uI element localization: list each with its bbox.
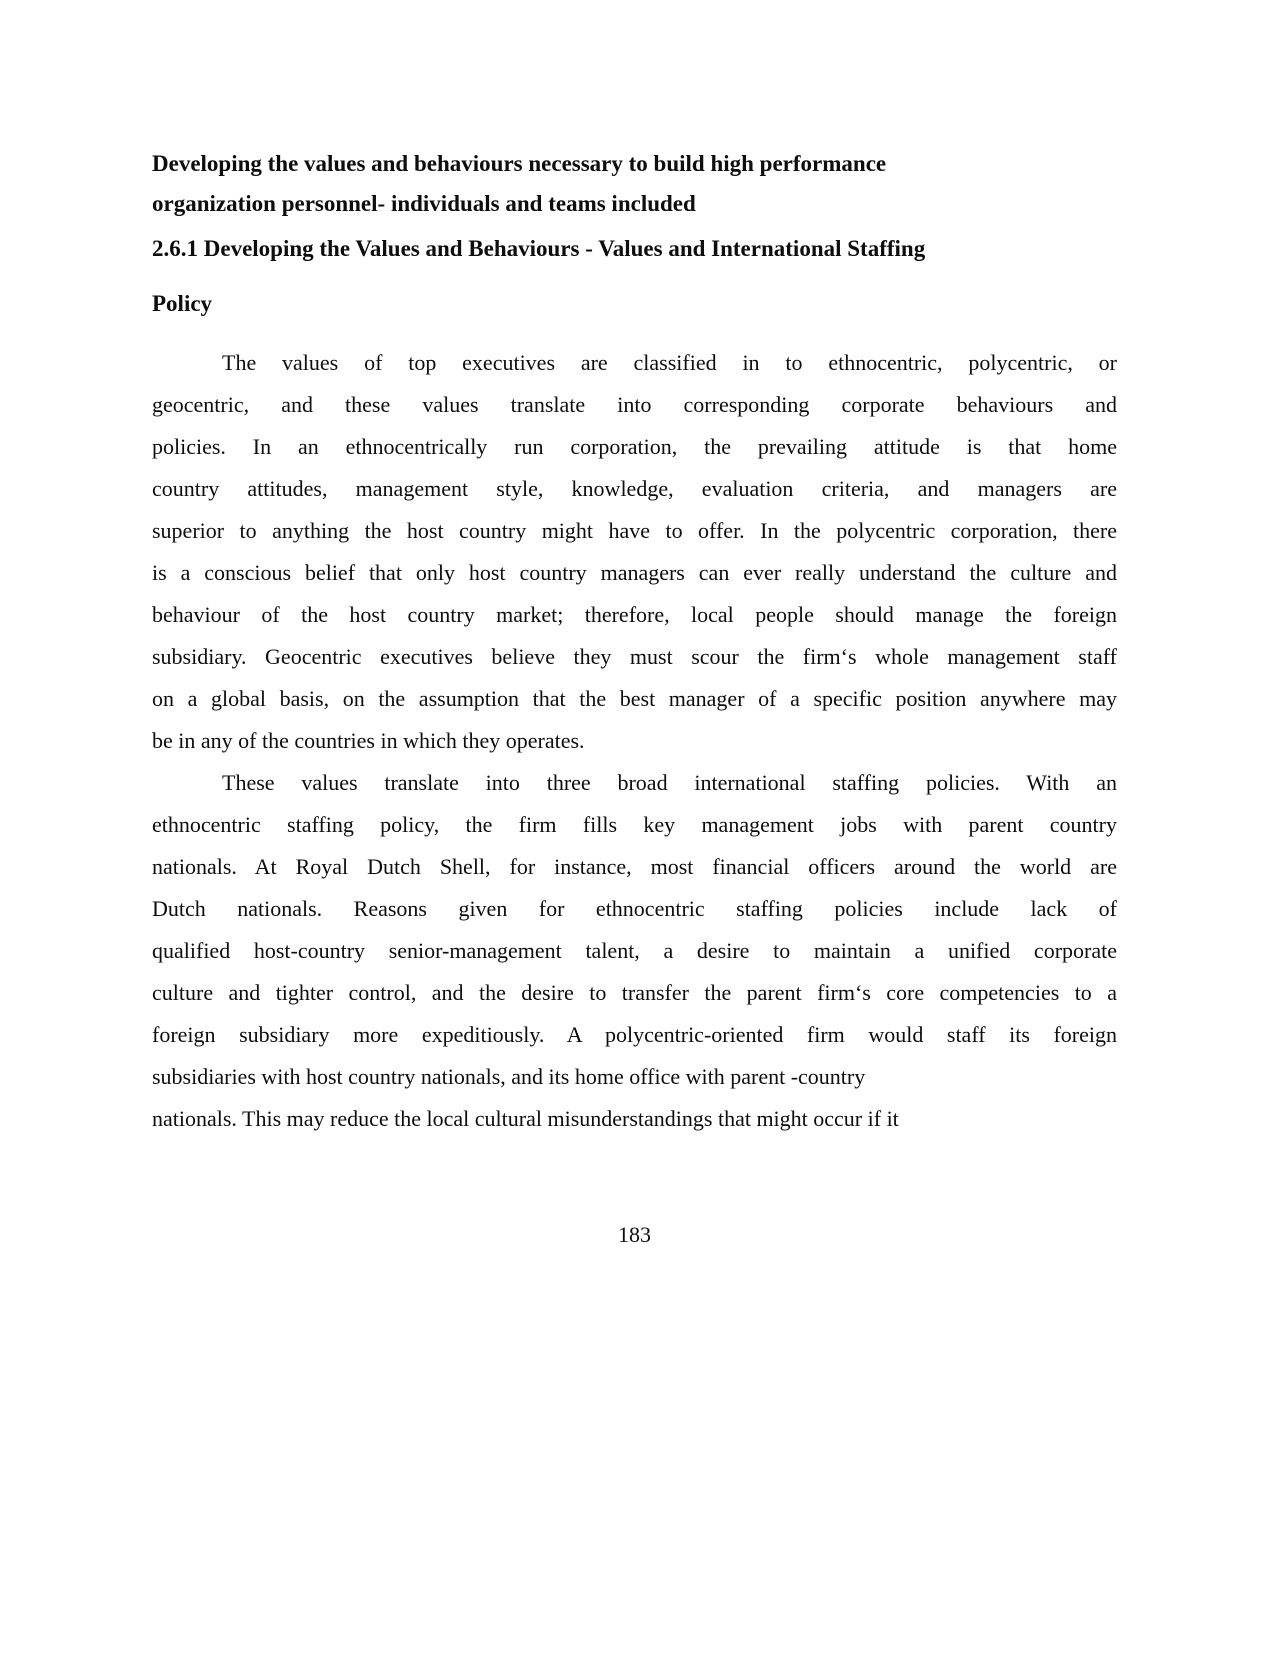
heading-line-1: Developing the values and behaviours necessary to build high performance xyxy=(152,151,887,176)
heading-line-2: organization personnel- individuals and teams included xyxy=(152,191,696,216)
body-line: is a conscious belief that only host country managers can ever really understand the culture and xyxy=(152,560,1117,585)
body-line: Dutch nationals. Reasons given for ethnocentric staffing policies include lack of xyxy=(152,896,1117,921)
body-line: These values translate into three broad international staffing policies. With an xyxy=(222,770,1117,795)
section-heading: 2.6.1 Developing the Values and Behaviours - Values and International Staffing xyxy=(152,236,926,261)
body-line: ethnocentric staffing policy, the firm fills key management jobs with parent country xyxy=(152,812,1117,837)
body-line: policies. In an ethnocentrically run corporation, the prevailing attitude is that home xyxy=(152,434,1117,459)
body-line: be in any of the countries in which they operates. xyxy=(152,728,585,753)
paragraph-2 xyxy=(152,762,1117,1140)
page-number: 183 xyxy=(618,1222,651,1247)
section-heading-continuation: Policy xyxy=(152,291,213,316)
body-line: geocentric, and these values translate into corresponding corporate behaviours and xyxy=(152,392,1117,417)
body-line: on a global basis, on the assumption that the best manager of a specific position anywhere may xyxy=(152,686,1117,711)
body-line: subsidiaries with host country nationals, and its home office with parent -country xyxy=(152,1064,866,1089)
body-line: nationals. At Royal Dutch Shell, for instance, most financial officers around the world are xyxy=(152,854,1117,879)
body-line: behaviour of the host country market; therefore, local people should manage the foreign xyxy=(152,602,1117,627)
paragraph-1 xyxy=(152,342,1117,762)
document-content xyxy=(152,144,1117,1250)
body-line: qualified host-country senior-management talent, a desire to maintain a unified corporate xyxy=(152,938,1117,963)
body-line: foreign subsidiary more expeditiously. A polycentric-oriented firm would staff its foreign xyxy=(152,1022,1117,1047)
body-paragraphs xyxy=(152,342,1117,1140)
body-line: culture and tighter control, and the desire to transfer the parent firm‘s core competencies to a xyxy=(152,980,1117,1005)
body-line: subsidiary. Geocentric executives believe they must scour the firm‘s whole management staff xyxy=(152,644,1117,669)
body-line: nationals. This may reduce the local cultural misunderstandings that might occur if it xyxy=(152,1106,899,1131)
body-line: country attitudes, management style, knowledge, evaluation criteria, and managers are xyxy=(152,476,1117,501)
body-line: superior to anything the host country might have to offer. In the polycentric corporation, there xyxy=(152,518,1117,543)
body-line: The values of top executives are classified in to ethnocentric, polycentric, or xyxy=(222,350,1117,375)
